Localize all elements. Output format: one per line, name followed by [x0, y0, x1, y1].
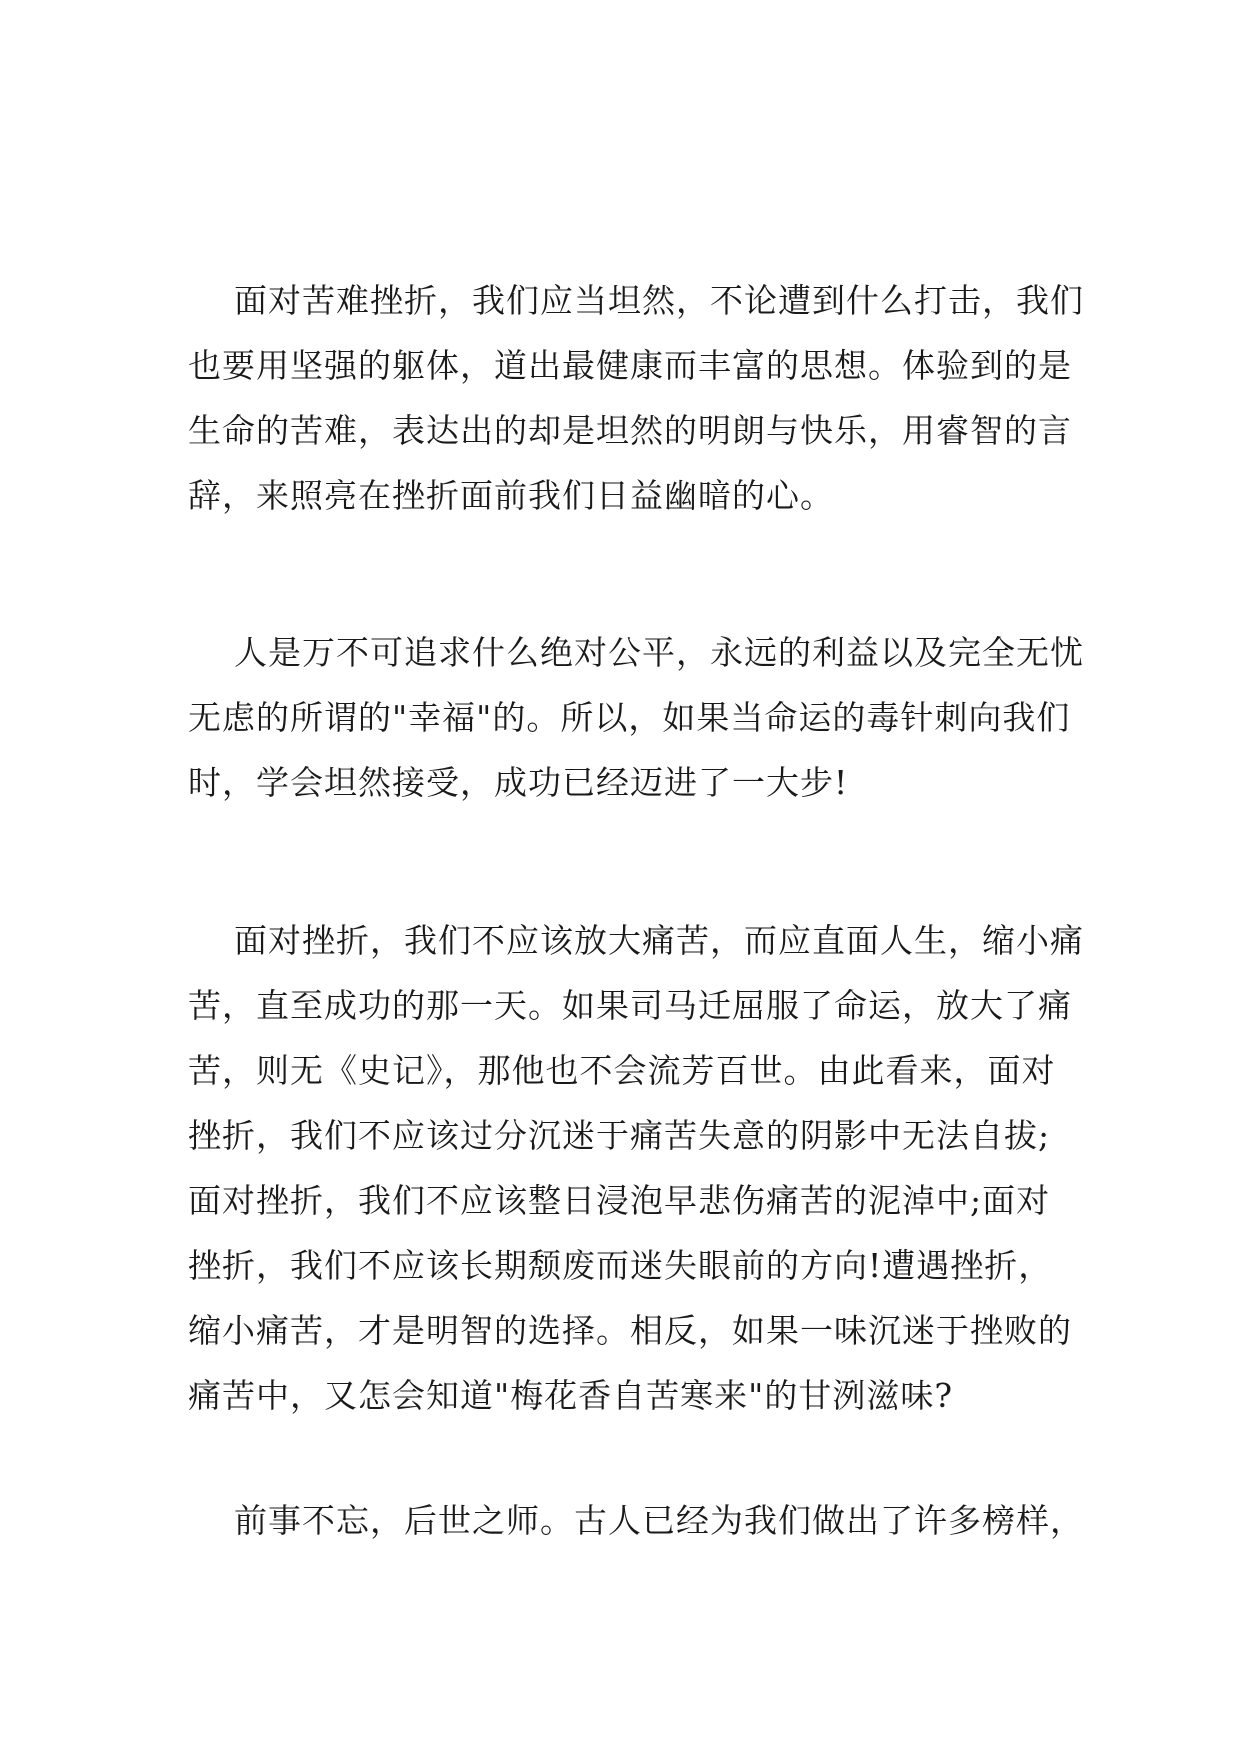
paragraph — [188, 908, 1084, 1428]
text-line: 面对挫折，我们不应该整日浸泡早悲伤痛苦的泥淖中;面对 — [188, 1181, 1051, 1220]
text-line: 也要用坚强的躯体，道出最健康而丰富的思想。体验到的是 — [188, 346, 1072, 385]
text-line: 面对苦难挫折，我们应当坦然，不论遭到什么打击，我们 — [234, 281, 1084, 320]
text-line: 生命的苦难，表达出的却是坦然的明朗与快乐，用睿智的言 — [188, 411, 1072, 450]
text-line: 前事不忘，后世之师。古人已经为我们做出了许多榜样， — [234, 1501, 1084, 1540]
text-line: 面对挫折，我们不应该放大痛苦，而应直面人生，缩小痛 — [234, 921, 1084, 960]
text-line: 苦，则无《史记》，那他也不会流芳百世。由此看来，面对 — [188, 1051, 1056, 1090]
text-line: 人是万不可追求什么绝对公平，永远的利益以及完全无忧 — [234, 633, 1084, 672]
text-line: 挫折，我们不应该过分沉迷于痛苦失意的阴影中无法自拔; — [188, 1116, 1051, 1155]
text-line: 无虑的所谓的"幸福"的。所以，如果当命运的毒针刺向我们 — [188, 698, 1071, 737]
paragraph — [188, 620, 1084, 815]
paragraph — [188, 268, 1084, 528]
text-line: 时，学会坦然接受，成功已经迈进了一大步! — [188, 763, 849, 802]
text-line: 挫折，我们不应该长期颓废而迷失眼前的方向!遭遇挫折， — [188, 1246, 1053, 1285]
text-line: 苦，直至成功的那一天。如果司马迁屈服了命运，放大了痛 — [188, 986, 1072, 1025]
text-line: 辞，来照亮在挫折面前我们日益幽暗的心。 — [188, 476, 834, 515]
paragraph — [188, 1488, 1084, 1553]
text-line: 缩小痛苦，才是明智的选择。相反，如果一味沉迷于挫败的 — [188, 1311, 1072, 1350]
text-line: 痛苦中，又怎会知道"梅花香自苦寒来"的甘洌滋味? — [188, 1376, 954, 1415]
